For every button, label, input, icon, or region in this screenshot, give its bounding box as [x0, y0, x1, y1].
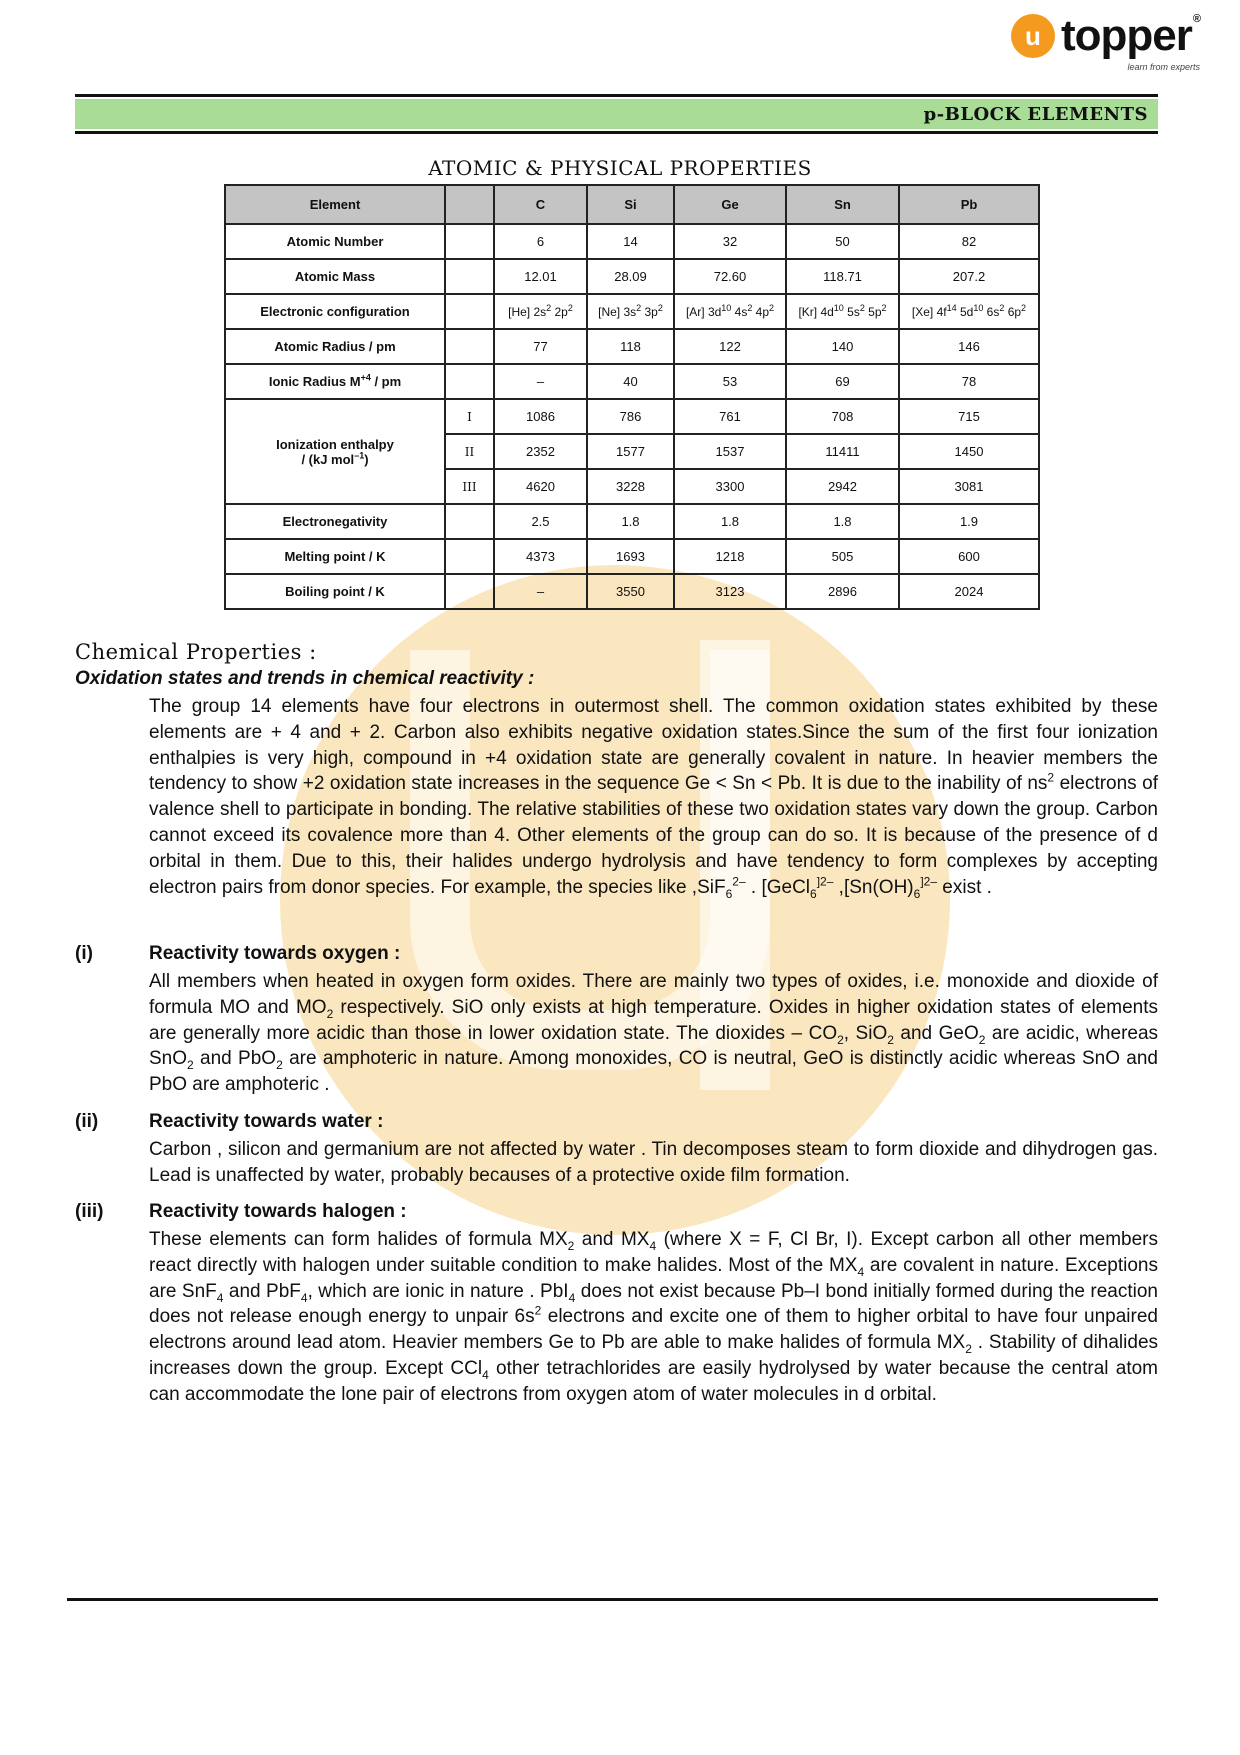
table-cell: 40: [587, 364, 674, 399]
table-cell: 53: [674, 364, 786, 399]
header-rule-bottom: [75, 131, 1158, 134]
table-cell: 11411: [786, 434, 899, 469]
logo-tagline: learn from experts: [1127, 62, 1200, 72]
table-cell: 72.60: [674, 259, 786, 294]
row-label: Electronic configuration: [225, 294, 445, 329]
table-cell: 3081: [899, 469, 1039, 504]
intro-paragraph: The group 14 elements have four electrons in outermost shell. The common oxidation states exhibited by these elements are + 4 and + 2. Carbon also exhibits negative oxidation states.Since the sum of the first four ionization enthalpies is very high, compound in +4 oxidation state are generally covalent in nature. In heavier members the tendency to show +2 oxidation state increases in the sequence Ge < Sn < Pb. It is due to the inability of $ns^2$ electrons of valence shell to participate in bonding. The relative stabilities of these two oxidation states vary down the group. Carbon cannot exceed its covalence more than 4. Other elements of the group can do so. It is because of the presence of d orbital in them. Due to this, their halides undergo hydrolysis and have tendency to form complexes by accepting electron pairs from donor species. For example, the species like ,SiF$_6^{2-}$ . [GeCl$_6^{]2-}$ $,[Sn(OH)_6^{]2-}$ exist .: [149, 696, 1159, 901]
table-cell: 1.9: [899, 504, 1039, 539]
table-cell: 3550: [587, 574, 674, 609]
header-cell: Sn: [786, 185, 899, 224]
table-cell: 1.8: [587, 504, 674, 539]
table-cell: 32: [674, 224, 786, 259]
table-row: [225, 364, 1039, 399]
header-cell: Si: [587, 185, 674, 224]
config-cell: [Ne] $3s^2$ $3p^2$: [587, 294, 674, 329]
logo-name: topper: [1061, 11, 1192, 60]
logo-registered: ®: [1192, 13, 1200, 25]
oxygen-reactivity-heading: Reactivity towards oxygen :: [149, 943, 401, 964]
table-cell: –: [494, 364, 587, 399]
item-number: (ii): [75, 1111, 99, 1132]
table-cell: 2024: [899, 574, 1039, 609]
chemical-properties-heading: Chemical Properties :: [75, 640, 317, 664]
table-cell: 1086: [494, 399, 587, 434]
table-cell: 761: [674, 399, 786, 434]
water-reactivity-heading: Reactivity towards water :: [149, 1111, 384, 1132]
table-cell: 77: [494, 329, 587, 364]
table-cell: 3123: [674, 574, 786, 609]
config-cell: [Ar] $3d^{10}$ $4s^2$ $4p^2$: [674, 294, 786, 329]
row-label: Melting point / K: [225, 539, 445, 574]
table-row: [225, 224, 1039, 259]
table-cell: 715: [899, 399, 1039, 434]
table-cell: 118.71: [786, 259, 899, 294]
table-cell: –: [494, 574, 587, 609]
row-label: Electronegativity: [225, 504, 445, 539]
table-cell: 207.2: [899, 259, 1039, 294]
section-heading: p-BLOCK ELEMENTS: [923, 103, 1148, 125]
table-cell: 505: [786, 539, 899, 574]
table-cell: 69: [786, 364, 899, 399]
header-cell: Pb: [899, 185, 1039, 224]
table-row: [225, 574, 1039, 609]
footer-rule: [67, 1598, 1158, 1601]
table-cell: 1.8: [786, 504, 899, 539]
table-title: ATOMIC & PHYSICAL PROPERTIES: [428, 156, 812, 180]
table-cell: [445, 329, 494, 364]
table-cell: 122: [674, 329, 786, 364]
table-cell: [445, 224, 494, 259]
config-cell: [He] $2s^2$ $2p^2$: [494, 294, 587, 329]
stage-cell: III: [445, 469, 494, 504]
table-cell: 3300: [674, 469, 786, 504]
table-cell: 1537: [674, 434, 786, 469]
logo-mark-icon: u: [1011, 14, 1055, 58]
row-label: Atomic Radius / pm: [225, 329, 445, 364]
table-cell: 78: [899, 364, 1039, 399]
table-cell: 6: [494, 224, 587, 259]
table-cell: 4620: [494, 469, 587, 504]
table-header-row: [225, 185, 1039, 224]
config-cell: [Xe] $4f^{14}$ $5d^{10}$ $6s^2$ $6p^2$: [899, 294, 1039, 329]
table-row: [225, 399, 1039, 434]
header-band: [75, 99, 1158, 129]
header-rule-top: [75, 94, 1158, 97]
table-cell: [445, 259, 494, 294]
config-cell: [Kr] $4d^{10}$ $5s^2$ $5p^2$: [786, 294, 899, 329]
row-label: Atomic Number: [225, 224, 445, 259]
table-cell: 146: [899, 329, 1039, 364]
halogen-paragraph: These elements can form halides of formula $MX_2$ and $MX_4$ (where X = F, Cl Br, I). Except carbon all other members react directly with halogen under suitable condition to make halides. Most of the $MX_4$ are covalent in nature. Exceptions are SnF$_4$ and PbF$_4$, which are ionic in nature . PbI$_4$ does not exist because Pb–I bond initially formed during the reaction does not release enough energy to unpair $6s^2$ electrons and excite one of them to higher orbital to have four unpaired electrons around lead atom. Heavier members Ge to Pb are able to make halides of formula $MX_2$ . Stability of dihalides increases down the group. Except CCl$_4$ other tetrachlorides are easily hydrolysed by water because the central atom can accommodate the lone pair of electrons from oxygen atom of water molecules in d orbital.: [149, 1229, 1159, 1405]
table-cell: 82: [899, 224, 1039, 259]
table-cell: 118: [587, 329, 674, 364]
table-row: [225, 329, 1039, 364]
table-cell: 14: [587, 224, 674, 259]
table-cell: 3228: [587, 469, 674, 504]
table-cell: 1693: [587, 539, 674, 574]
table-cell: 4373: [494, 539, 587, 574]
row-label: Ionic Radius $M^{+4}$ / pm: [225, 364, 445, 399]
table-cell: 28.09: [587, 259, 674, 294]
oxidation-states-subheading: Oxidation states and trends in chemical reactivity :: [75, 668, 535, 689]
stage-cell: II: [445, 434, 494, 469]
table-cell: 2942: [786, 469, 899, 504]
table-cell: 12.01: [494, 259, 587, 294]
table-cell: [445, 294, 494, 329]
table-cell: 1450: [899, 434, 1039, 469]
table-cell: 708: [786, 399, 899, 434]
table-cell: 600: [899, 539, 1039, 574]
table-row: [225, 504, 1039, 539]
table-cell: 2352: [494, 434, 587, 469]
oxygen-paragraph: All members when heated in oxygen form oxides. There are mainly two types of oxides, i.e. monoxide and dioxide of formula MO and $MO_2$ respectively. SiO only exists at high temperature. Oxides in higher oxidation states of elements are generally more acidic than those in lower oxidation state. The dioxides – $CO_2$, SiO$_2$ and GeO$_2$ are acidic, whereas SnO$_2$ and PbO$_2$ are amphoteric in nature. Among monoxides, CO is neutral, GeO is distinctly acidic whereas SnO and PbO are amphoteric .: [149, 971, 1159, 1096]
water-paragraph: Carbon , silicon and germanium are not affected by water . Tin decomposes steam to form dioxide and dihydrogen gas. Lead is unaffected by water, probably becauses of a protective oxide film formation.: [149, 1139, 1158, 1186]
table-cell: 1.8: [674, 504, 786, 539]
header-cell: Element: [225, 185, 445, 224]
row-label: Atomic Mass: [225, 259, 445, 294]
row-label: Boiling point / K: [225, 574, 445, 609]
table-cell: 50: [786, 224, 899, 259]
table-row: [225, 259, 1039, 294]
table-cell: 786: [587, 399, 674, 434]
table-cell: [445, 539, 494, 574]
header-cell: Ge: [674, 185, 786, 224]
table-cell: [445, 364, 494, 399]
table-cell: [445, 504, 494, 539]
table-cell: 2.5: [494, 504, 587, 539]
row-label: Ionization enthalpy / (kJ mol$^{-1}$): [225, 399, 445, 504]
table-cell: 1218: [674, 539, 786, 574]
item-number: (i): [75, 943, 93, 964]
properties-table: [224, 184, 1040, 610]
table-row: [225, 294, 1039, 329]
table-cell: 140: [786, 329, 899, 364]
item-number: (iii): [75, 1201, 104, 1222]
table-row: [225, 539, 1039, 574]
header-cell: C: [494, 185, 587, 224]
header-cell: [445, 185, 494, 224]
stage-cell: I: [445, 399, 494, 434]
topper-logo: [1011, 11, 1200, 72]
halogen-reactivity-heading: Reactivity towards halogen :: [149, 1201, 407, 1222]
table-cell: 2896: [786, 574, 899, 609]
table-cell: 1577: [587, 434, 674, 469]
table-cell: [445, 574, 494, 609]
